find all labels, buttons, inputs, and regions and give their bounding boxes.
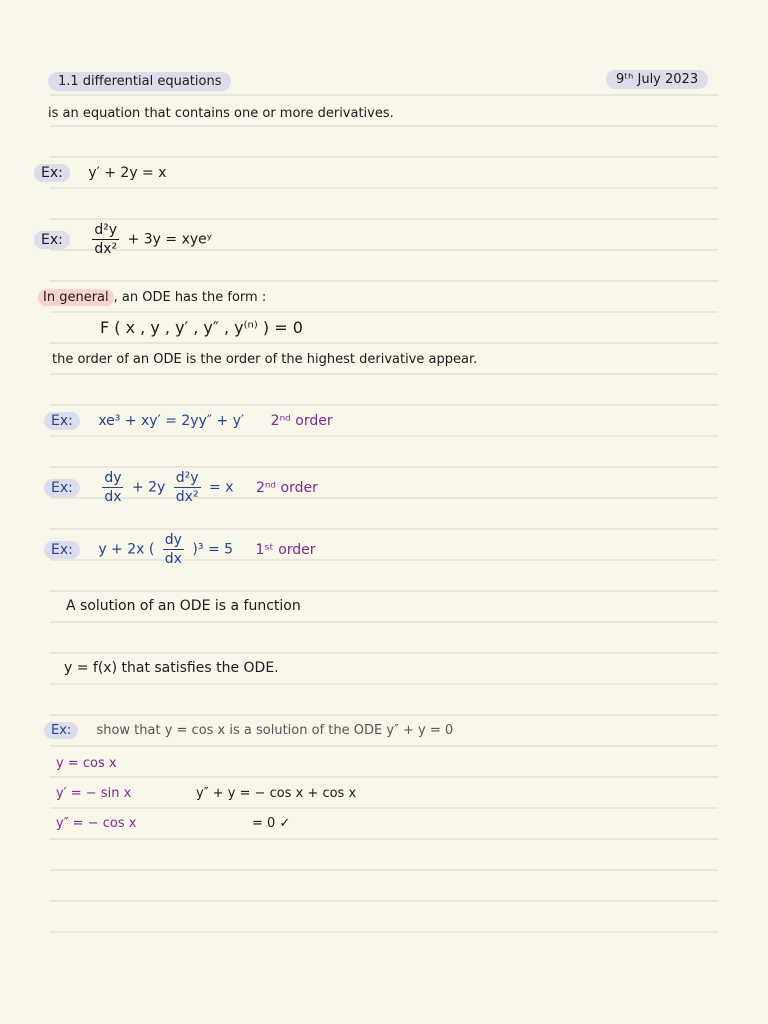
- fraction-numerator: dy: [164, 532, 182, 548]
- step-1: y = cos x: [56, 756, 117, 771]
- solution-definition-2: y = f(x) that satisfies the ODE.: [64, 660, 279, 676]
- highlight-in-general: In general: [38, 289, 114, 306]
- fraction: [92, 222, 119, 257]
- solution-definition-1: A solution of an ODE is a function: [66, 598, 301, 614]
- ex-label: Ex:: [44, 541, 80, 559]
- definition-text: is an equation that contains one or more derivatives.: [48, 106, 394, 121]
- worked-example-prompt: [44, 722, 453, 739]
- general-form-intro: [38, 290, 266, 305]
- example-1: [34, 164, 167, 182]
- example-2: [34, 222, 212, 257]
- example-1-equation: y′ + 2y = x: [88, 165, 167, 181]
- example-2-rest: + 3y = xyeʸ: [127, 231, 212, 248]
- date-pill: 9ᵗʰ July 2023: [606, 70, 708, 89]
- order-label: 1ˢᵗ order: [255, 541, 316, 558]
- expression-part: y + 2x (: [98, 541, 155, 558]
- verification-line-1: y″ + y = − cos x + cos x: [196, 786, 357, 801]
- order-label: 2ⁿᵈ order: [270, 413, 333, 429]
- order-label: 2ⁿᵈ order: [255, 479, 318, 496]
- ex-label: Ex:: [44, 722, 78, 739]
- fraction-numerator: d²y: [94, 222, 118, 238]
- topic-pill: 1.1 differential equations: [48, 72, 231, 91]
- fraction-numerator: dy: [104, 470, 122, 486]
- ex-label: Ex:: [34, 231, 70, 249]
- expression-part: = x: [209, 479, 234, 496]
- ex-label: Ex:: [44, 412, 80, 430]
- fraction-denominator: dx²: [94, 241, 118, 257]
- worked-example-text: show that y = cos x is a solution of the ODE y″ + y = 0: [96, 723, 454, 738]
- expression-part: )³ = 5: [192, 541, 234, 558]
- order-example-1-equation: xe³ + xy′ = 2yy″ + y′: [98, 413, 245, 429]
- step-3: y″ = − cos x: [56, 816, 137, 831]
- order-example-1: [44, 412, 333, 430]
- fraction: [102, 470, 123, 505]
- general-text: , an ODE has the form :: [113, 290, 267, 305]
- verification-line-2: = 0 ✓: [252, 816, 291, 831]
- expression-part: + 2y: [131, 479, 166, 496]
- order-example-2: [44, 470, 318, 505]
- fraction: [174, 470, 201, 505]
- date: [606, 70, 708, 89]
- fraction: [163, 532, 184, 567]
- order-example-3: [44, 532, 316, 567]
- order-definition: the order of an ODE is the order of the highest derivative appear.: [52, 352, 478, 367]
- step-2: y′ = − sin x: [56, 786, 132, 801]
- ex-label: Ex:: [44, 479, 80, 497]
- topic-title: [48, 72, 231, 91]
- general-formula: F ( x , y , y′ , y″ , y⁽ⁿ⁾ ) = 0: [100, 318, 303, 337]
- fraction-denominator: dx²: [175, 489, 199, 505]
- ex-label: Ex:: [34, 164, 70, 182]
- fraction-denominator: dx: [104, 489, 122, 505]
- fraction-denominator: dx: [164, 551, 182, 567]
- fraction-numerator: d²y: [175, 470, 199, 486]
